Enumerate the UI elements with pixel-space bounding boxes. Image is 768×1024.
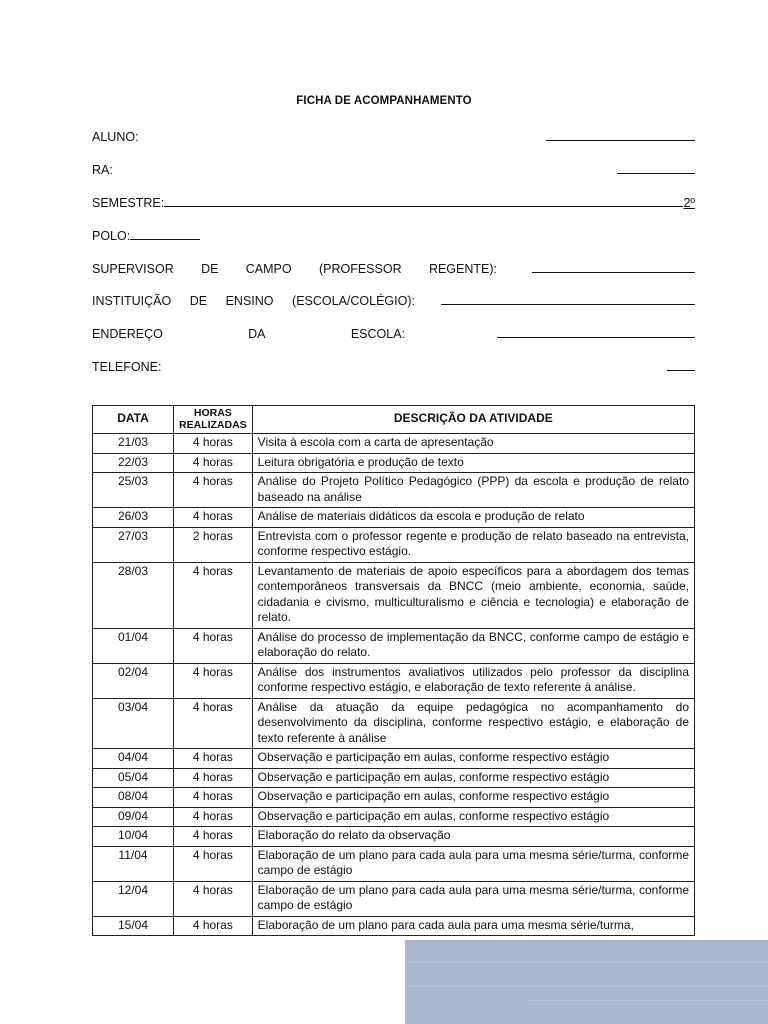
header-data: DATA	[93, 406, 174, 434]
row-description: Elaboração de um plano para cada aula para uma mesma série/turma, conforme campo de estágio	[252, 846, 694, 881]
supervisor-word: (PROFESSOR	[318, 262, 402, 276]
overlay-rule	[405, 986, 768, 987]
row-date: 26/03	[93, 508, 174, 528]
table-row	[93, 846, 695, 881]
table-row	[93, 562, 695, 628]
aluno-label: ALUNO:	[92, 130, 139, 144]
supervisor-word: DE	[201, 262, 219, 276]
row-date: 09/04	[93, 807, 174, 827]
row-date: 21/03	[93, 434, 174, 454]
row-hours: 4 horas	[174, 749, 253, 769]
semestre-field	[92, 192, 695, 210]
row-hours: 4 horas	[174, 788, 253, 808]
endereco-word: ESCOLA:	[350, 327, 405, 341]
row-description: Levantamento de materiais de apoio específicos para a abordagem dos temas contemporâneos transversais da BNCC (meio ambiente, economia, saúde, cidadania e civismo, multiculturalismo e ciência e tecnologia) e elaboração de relato.	[252, 562, 694, 628]
row-date: 12/04	[93, 881, 174, 916]
semestre-label: SEMESTRE:	[92, 196, 165, 210]
instituicao-word: ENSINO	[225, 294, 274, 308]
table-row	[93, 628, 695, 663]
row-hours: 4 horas	[174, 663, 253, 698]
row-hours: 4 horas	[174, 768, 253, 788]
endereco-blank-line	[497, 337, 695, 338]
row-description: Elaboração de um plano para cada aula para uma mesma série/turma,	[252, 916, 694, 936]
supervisor-word: REGENTE):	[428, 262, 497, 276]
supervisor-label	[92, 262, 497, 276]
header-horas-line1: HORAS	[193, 407, 232, 419]
row-hours: 4 horas	[174, 473, 253, 508]
overlay-rule	[405, 962, 768, 963]
row-description: Observação e participação em aulas, conforme respectivo estágio	[252, 749, 694, 769]
row-date: 27/03	[93, 527, 174, 562]
table-header-row	[93, 406, 695, 434]
instituicao-word: INSTITUIÇÃO	[92, 294, 172, 308]
row-hours: 4 horas	[174, 508, 253, 528]
table-row	[93, 788, 695, 808]
activity-table	[92, 405, 695, 936]
semestre-value: 2º	[683, 196, 695, 210]
table-row	[93, 916, 695, 936]
row-hours: 4 horas	[174, 827, 253, 847]
endereco-word: ENDEREÇO	[92, 327, 163, 341]
row-description: Análise dos instrumentos avaliativos utilizados pelo professor da disciplina conforme respectivo estágio, e elaboração de texto referente à análise.	[252, 663, 694, 698]
table-row	[93, 663, 695, 698]
row-hours: 4 horas	[174, 434, 253, 454]
row-hours: 4 horas	[174, 807, 253, 827]
row-description: Análise da atuação da equipe pedagógica no acompanhamento do desenvolvimento da disciplina, conforme respectivo estágio, e elaboração de texto referente à análise	[252, 698, 694, 749]
row-hours: 4 horas	[174, 628, 253, 663]
row-description: Análise de materiais didáticos da escola e produção de relato	[252, 508, 694, 528]
row-description: Observação e participação em aulas, conforme respectivo estágio	[252, 807, 694, 827]
row-hours: 4 horas	[174, 916, 253, 936]
ra-field	[92, 159, 695, 177]
row-date: 08/04	[93, 788, 174, 808]
table-row	[93, 807, 695, 827]
corner-overlay-panel	[405, 940, 768, 1024]
table-row	[93, 473, 695, 508]
row-description: Observação e participação em aulas, conforme respectivo estágio	[252, 788, 694, 808]
row-description: Visita à escola com a carta de apresentação	[252, 434, 694, 454]
instituicao-blank-line	[441, 304, 695, 305]
row-date: 03/04	[93, 698, 174, 749]
row-date: 05/04	[93, 768, 174, 788]
table-row	[93, 508, 695, 528]
page-title: FICHA DE ACOMPANHAMENTO	[296, 95, 472, 107]
row-date: 11/04	[93, 846, 174, 881]
overlay-rule	[530, 1000, 768, 1001]
table-row	[93, 827, 695, 847]
table-row	[93, 881, 695, 916]
table-row	[93, 698, 695, 749]
endereco-field	[92, 323, 695, 341]
row-date: 04/04	[93, 749, 174, 769]
row-date: 15/04	[93, 916, 174, 936]
table-row	[93, 749, 695, 769]
aluno-blank-line	[546, 140, 695, 141]
instituicao-field	[92, 290, 695, 308]
row-date: 01/04	[93, 628, 174, 663]
row-description: Observação e participação em aulas, conforme respectivo estágio	[252, 768, 694, 788]
supervisor-field	[92, 258, 695, 276]
row-description: Análise do Projeto Político Pedagógico (PPP) da escola e produção de relato baseado na análise	[252, 473, 694, 508]
row-description: Leitura obrigatória e produção de texto	[252, 453, 694, 473]
header-horas-line2: REALIZADAS	[179, 419, 247, 431]
instituicao-word: (ESCOLA/COLÉGIO):	[292, 294, 415, 308]
row-date: 10/04	[93, 827, 174, 847]
header-horas	[174, 406, 253, 434]
table-row	[93, 768, 695, 788]
endereco-word: DA	[248, 327, 266, 341]
telefone-blank-line	[667, 370, 695, 371]
supervisor-word: CAMPO	[245, 262, 292, 276]
row-date: 25/03	[93, 473, 174, 508]
semestre-blank-line	[164, 206, 683, 207]
row-hours: 4 horas	[174, 846, 253, 881]
row-date: 22/03	[93, 453, 174, 473]
telefone-field	[92, 356, 695, 374]
header-descricao: DESCRIÇÃO DA ATIVIDADE	[252, 406, 694, 434]
instituicao-word: DE	[189, 294, 208, 308]
ra-label: RA:	[92, 163, 113, 177]
instituicao-label	[92, 294, 415, 308]
table-row	[93, 453, 695, 473]
row-date: 02/04	[93, 663, 174, 698]
table-row	[93, 434, 695, 454]
row-hours: 4 horas	[174, 453, 253, 473]
row-description: Entrevista com o professor regente e produção de relato baseado na entrevista, conforme respectivo estágio.	[252, 527, 694, 562]
table-row	[93, 527, 695, 562]
row-hours: 4 horas	[174, 881, 253, 916]
polo-blank-line	[130, 239, 200, 240]
telefone-label: TELEFONE:	[92, 360, 162, 374]
supervisor-blank-line	[532, 272, 695, 273]
row-date: 28/03	[93, 562, 174, 628]
row-description: Análise do processo de implementação da BNCC, conforme campo de estágio e elaboração do relato.	[252, 628, 694, 663]
endereco-label	[92, 327, 405, 341]
row-hours: 4 horas	[174, 698, 253, 749]
aluno-field	[92, 126, 695, 144]
polo-field	[92, 225, 695, 243]
row-description: Elaboração de um plano para cada aula para uma mesma série/turma, conforme campo de estágio	[252, 881, 694, 916]
supervisor-word: SUPERVISOR	[92, 262, 174, 276]
row-hours: 2 horas	[174, 527, 253, 562]
polo-label: POLO:	[92, 229, 131, 243]
row-hours: 4 horas	[174, 562, 253, 628]
ra-blank-line	[617, 173, 695, 174]
row-description: Elaboração do relato da observação	[252, 827, 694, 847]
